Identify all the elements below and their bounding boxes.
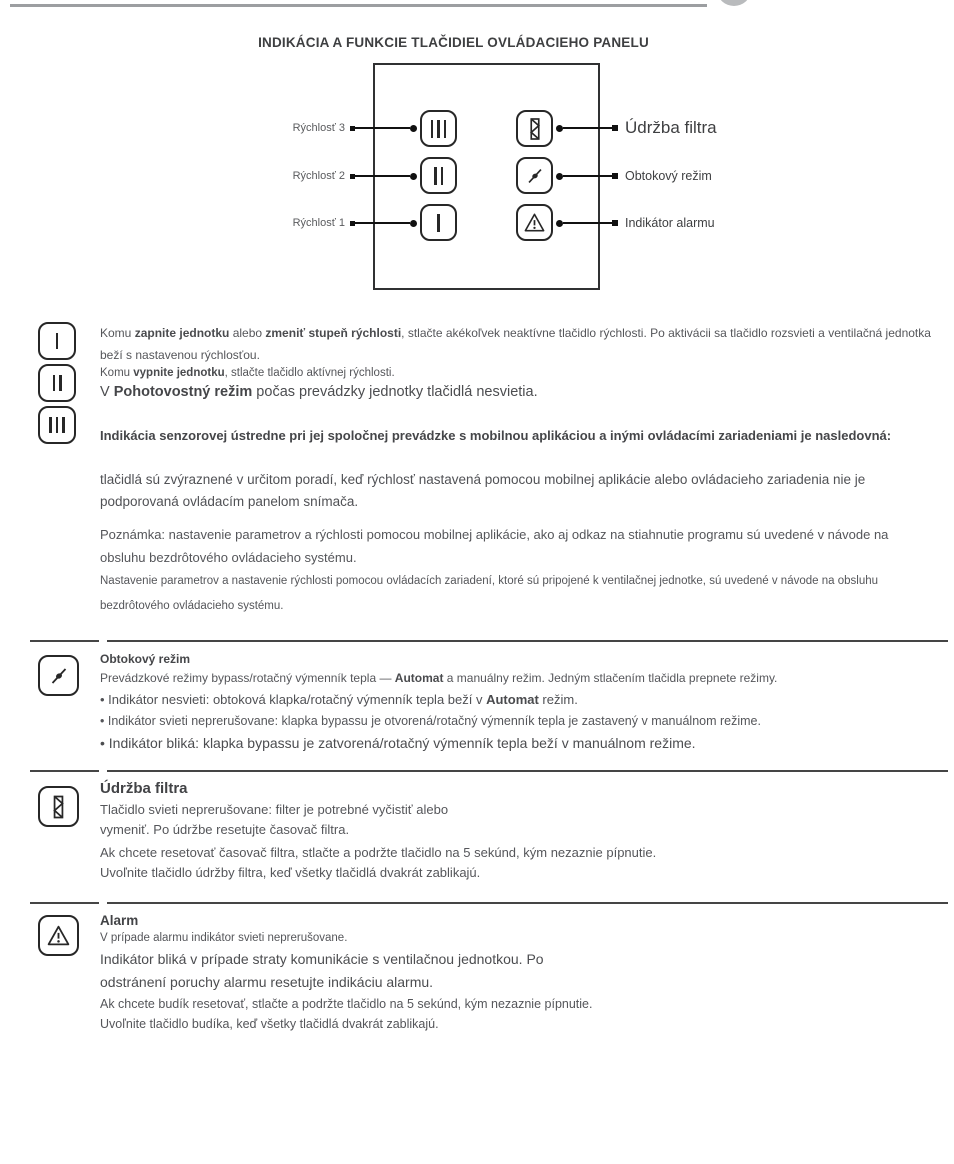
leader-dot [556,173,563,180]
label-row-alarm [556,215,715,231]
alarm-line-5: Uvoľnite tlačidlo budíka, keď všetky tlačidlá dvakrát zablikajú. [100,1017,439,1031]
label-row-speed-1 [283,215,417,231]
alarm-line-1: V prípade alarmu indikátor svieti neprerušovane. [100,932,348,944]
speed-3-icon [49,417,65,433]
alarm-section-heading: Alarm [100,913,139,928]
leader-dot [556,220,563,227]
leader-line [563,175,612,177]
filter-section-heading: Údržba filtra [100,780,188,797]
bypass-bullet-indicator-off: • Indikátor nesvieti: obtoková klapka/rotačný výmenník tepla beží v Automat režim. [100,692,578,707]
section-divider [30,902,99,904]
section-divider [30,640,99,642]
note-paragraph: Poznámka: nastavenie parametrov a rýchlosti pomocou mobilnej aplikácie, ako aj odkaz na stiahnutie programu sú uvedené v návode na obsluhu bezdrôtového ovládacieho systému. [100,527,889,565]
label-row-bypass [556,168,712,184]
speed-on-paragraph: Komu zapnite jednotku alebo zmeniť stupeň rýchlosti, stlačte akékoľvek neaktívne tlačidlo rýchlosti. Po aktivácii sa tlačidlo rozsvieti a ventilačná jednotka beží s nastavenou rýchlosťou. [100,326,931,362]
alarm-button-icon-box [38,915,79,956]
bypass-bullet-indicator-blink: • Indikátor bliká: klapka bypassu je zatvorená/rotačný výmenník tepla beží v manuálnom režime. [100,735,696,751]
bypass-damper-icon [524,165,546,187]
bypass-section-heading: Obtokový režim [100,652,191,666]
speed-3-icon [431,120,447,138]
leader-line [355,175,410,177]
filter-line-4: Uvoľnite tlačidlo údržby filtra, keď všetky tlačidlá dvakrát zablikajú. [100,865,481,880]
speed-2-icon [434,167,443,185]
speed-3-label: Rýchlosť 3 [292,122,345,134]
panel-speed-3-button [420,110,457,147]
settings-reference-paragraph: Nastavenie parametrov a nastavenie rýchlosti pomocou ovládacích zariadení, ktoré sú pripojené k ventilačnej jednotke, sú uvedené v návode na obsluhu bezdrôtového ovládacieho systému. [100,575,879,612]
sensor-indication-heading: Indikácia senzorovej ústredne pri jej spoločnej prevádzke s mobilnou aplikáciou a inými ovládacími zariadeniami je nasledovná: [100,428,892,443]
filter-button-icon-box [38,786,79,827]
warning-triangle-icon [523,211,546,234]
label-row-speed-2 [283,168,417,184]
leader-line [563,127,612,129]
leader-line [563,222,612,224]
section-divider [107,902,948,904]
alarm-line-2: Indikátor bliká v prípade straty komunikácie s ventilačnou jednotkou. Po [100,951,544,967]
leader-dot [410,173,417,180]
section-divider [107,770,948,772]
leader-line [355,127,410,129]
speed-2-icon [53,375,62,391]
bypass-bullet-indicator-on: • Indikátor svieti neprerušovane: klapka bypassu je otvorená/rotačný výmenník tepla je zastavený v manuálnom režime. [100,714,761,728]
bypass-modes-paragraph: Prevádzkové režimy bypass/rotačný výmenník tepla — Automat a manuálny režim. Jedným stlačením tlačidla prepnete režimy. [100,671,778,685]
bypass-mode-label: Obtokový režim [625,169,712,183]
panel-speed-1-button [420,204,457,241]
leader-square [612,125,618,131]
filter-icon [48,794,69,820]
alarm-line-4: Ak chcete budík resetovať, stlačte a podržte tlačidlo na 5 sekúnd, kým nezaznie pípnutie. [100,997,593,1011]
speed-1-icon [437,214,440,232]
panel-filter-button [516,110,553,147]
speed-1-button-icon-box [38,322,76,360]
section-divider [107,640,948,642]
label-row-filter [556,117,717,139]
bypass-damper-icon [47,664,71,688]
leader-square [612,173,618,179]
sensor-indication-paragraph: tlačidlá sú zvýraznené v určitom poradí, keď rýchlosť nastavená pomocou mobilnej aplikácie alebo ovládacieho zariadenia nie je podporovaná ovládacím panelom snímača. [100,472,866,509]
speed-2-label: Rýchlosť 2 [292,170,345,182]
panel-bypass-button [516,157,553,194]
standby-mode-paragraph: V Pohotovostný režim počas prevádzky jednotky tlačidlá nesvietia. [100,384,538,400]
leader-square [612,220,618,226]
label-row-speed-3 [283,120,417,136]
speed-3-button-icon-box [38,406,76,444]
leader-dot [556,125,563,132]
leader-dot [410,220,417,227]
speed-2-button-icon-box [38,364,76,402]
filter-icon [525,117,545,141]
filter-line-2: vymeniť. Po údržbe resetujte časovač filtra. [100,822,350,837]
leader-dot [410,125,417,132]
speed-off-paragraph: Komu vypnite jednotku, stlačte tlačidlo aktívnej rýchlosti. [100,367,395,379]
warning-triangle-icon [46,923,71,948]
alarm-indicator-label: Indikátor alarmu [625,216,715,230]
alarm-line-3: odstránení poruchy alarmu resetujte indikáciu alarmu. [100,974,434,990]
section-divider [30,770,99,772]
speed-1-icon [56,333,59,349]
bypass-button-icon-box [38,655,79,696]
leader-line [355,222,410,224]
speed-1-label: Rýchlosť 1 [292,217,345,229]
filter-line-3: Ak chcete resetovať časovač filtra, stlačte a podržte tlačidlo na 5 sekúnd, kým nezaznie pípnutie. [100,845,657,860]
panel-speed-2-button [420,157,457,194]
filter-line-1: Tlačidlo svieti neprerušovane: filter je potrebné vyčistiť alebo [100,802,449,817]
top-divider [10,4,707,7]
page-corner-circle [718,0,750,6]
panel-alarm-button [516,204,553,241]
page-title: INDIKÁCIA A FUNKCIE TLAČIDIEL OVLÁDACIEHO PANELU [258,35,649,51]
filter-maintenance-label: Údržba filtra [625,118,717,137]
